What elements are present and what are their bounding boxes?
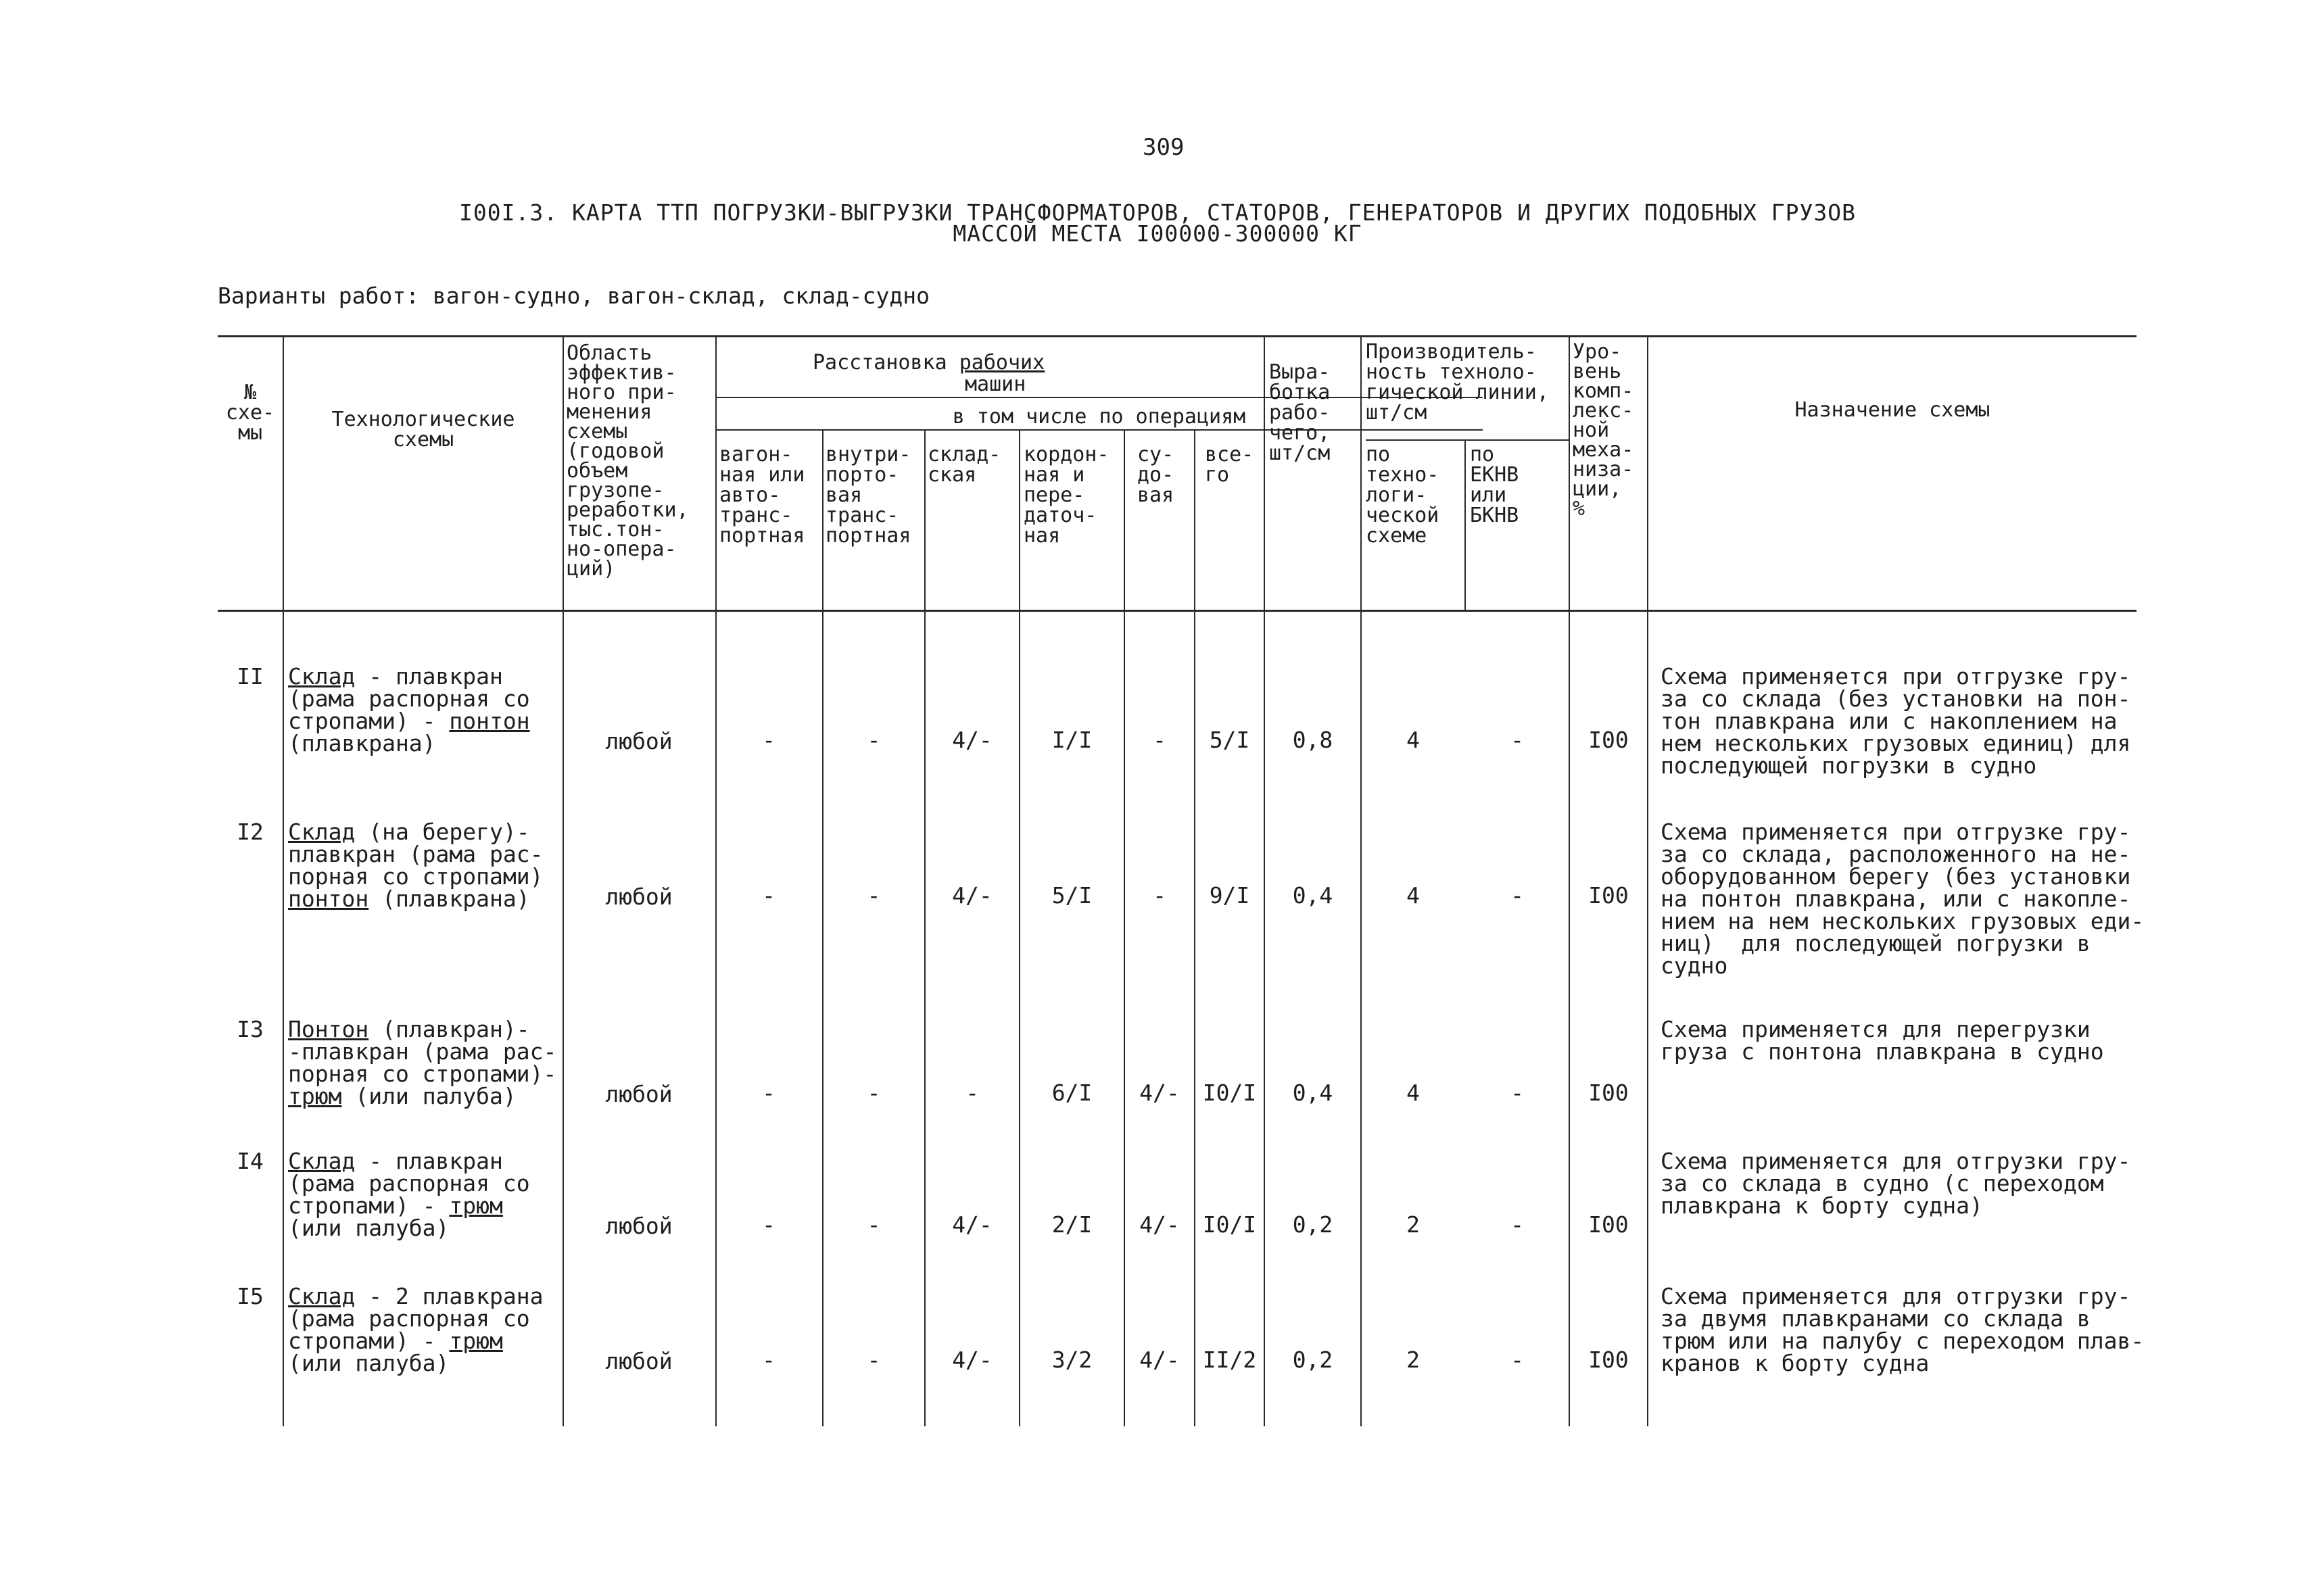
- header-effective-area: Область эффектив- ного при- менения схемы (годовой объем грузопе- реработки, тыс.тон- но-опера- ций): [567, 341, 689, 581]
- tech-scheme-text: порная со стропами): [288, 863, 544, 890]
- header-bottom-rule: [218, 610, 2137, 612]
- header-mechanization-level: Уро- вень комп- лекс- ной меха- низа- ции, %: [1573, 340, 1634, 521]
- tech-scheme-line: [288, 1217, 563, 1239]
- row-cordon: 3/2: [1051, 1347, 1093, 1373]
- col-rule: [1194, 429, 1195, 1426]
- row-effective-area: любой: [605, 1213, 673, 1239]
- row-output: 0,2: [1292, 1347, 1333, 1373]
- header-prod-by-ekhnv: по ЕКНВ или БКНВ: [1470, 443, 1519, 527]
- document-title-line2: МАССОЙ МЕСТА I00000-300000 КГ: [953, 220, 1362, 247]
- row-ship: -: [1153, 727, 1166, 753]
- row-cordon: I/I: [1051, 727, 1093, 753]
- header-scheme-purpose: Назначение схемы: [1794, 398, 1990, 422]
- row-scheme-number: I2: [237, 819, 264, 845]
- header-including-operations: в том числе по операциям: [952, 405, 1246, 429]
- tech-scheme-text: стропами) -: [288, 1328, 450, 1354]
- row-prod-scheme: 2: [1406, 1347, 1420, 1373]
- row-scheme-purpose: Схема применяется для отгрузки гру- за двумя плавкранами со склада в трюм или на палубу с переходом плав- кранов к борту судна: [1661, 1283, 2145, 1376]
- row-effective-area: любой: [605, 1081, 673, 1107]
- tech-scheme-text: стропами) -: [288, 708, 450, 734]
- header-prod-by-scheme: по техно- логи- ческой схеме: [1366, 443, 1439, 548]
- row-scheme-purpose: Схема применяется для перегрузки груза с понтона плавкрана в судно: [1661, 1016, 2104, 1065]
- row-scheme-purpose: Схема применяется для отгрузки гру- за со склада в судно (с переходом плавкрана к борту судна): [1661, 1148, 2131, 1219]
- row-tech-scheme: [288, 1150, 563, 1239]
- tech-scheme-underlined-term: понтон: [288, 886, 369, 912]
- header-warehouse: склад- ская: [928, 443, 1001, 487]
- row-ship: 4/-: [1139, 1211, 1180, 1238]
- row-prod-scheme: 4: [1406, 1080, 1420, 1106]
- row-warehouse: 4/-: [952, 882, 993, 909]
- row-prod-ekhnv: -: [1510, 1347, 1524, 1373]
- row-prod-ekhnv: -: [1510, 727, 1524, 753]
- tech-scheme-text: (плавкрана): [288, 730, 436, 756]
- tech-scheme-line: [288, 1040, 563, 1063]
- row-mech: I00: [1588, 1347, 1629, 1373]
- document-title-line1: I00I.3. КАРТА ТТП ПОГРУЗКИ-ВЫГРУЗКИ ТРАНСФОРМАТОРОВ, СТАТОРОВ, ГЕНЕРАТОРОВ И ДРУГИХ ПОДОБНЫХ ГРУЗОВ: [459, 199, 1856, 226]
- row-wagon: -: [762, 1211, 775, 1238]
- header-placement: [813, 353, 1218, 373]
- row-effective-area: любой: [605, 728, 673, 754]
- col-rule: [1464, 439, 1466, 610]
- tech-scheme-underlined-term: Склад: [288, 1283, 356, 1309]
- row-mech: I00: [1588, 727, 1629, 753]
- tech-scheme-underlined-term: Склад: [288, 1148, 356, 1174]
- tech-scheme-line: [288, 1307, 563, 1330]
- row-scheme-purpose: Схема применяется при отгрузке гру- за со склада, расположенного на не- оборудованном берегу (без установки на понтон плавкрана, или с накопле- нием на нем нескольких грузовых еди- ниц) для последующей погрузки в судно: [1661, 819, 2145, 979]
- header-inner-port: внутри- порто- вая транс- портная: [826, 443, 911, 548]
- row-effective-area: любой: [605, 884, 673, 910]
- tech-scheme-underlined-term: Склад: [288, 663, 356, 690]
- tech-scheme-text: - плавкран: [355, 663, 503, 690]
- row-warehouse: 4/-: [952, 1347, 993, 1373]
- header-tech-schemes: Технологические схемы: [331, 408, 515, 452]
- col-rule: [924, 429, 926, 1426]
- table-top-rule: [218, 335, 2137, 337]
- tech-scheme-line: [288, 821, 563, 843]
- col-rule: [1019, 429, 1020, 1426]
- row-mech: I00: [1588, 1080, 1629, 1106]
- tech-scheme-underlined-term: трюм: [449, 1328, 503, 1354]
- col-rule: [1264, 335, 1265, 1426]
- work-variants: Варианты работ: вагон-судно, вагон-склад, склад-судно: [218, 283, 930, 309]
- row-tech-scheme: [288, 665, 563, 754]
- tech-scheme-underlined-term: Понтон: [288, 1016, 369, 1042]
- col-rule: [1360, 335, 1362, 1426]
- header-cordon: кордон- ная и пере- даточ- ная: [1024, 443, 1109, 548]
- row-prod-scheme: 4: [1406, 727, 1420, 753]
- row-scheme-number: I4: [237, 1148, 264, 1174]
- tech-scheme-text: (плавкрана): [368, 886, 530, 912]
- row-total: I0/I: [1202, 1080, 1257, 1106]
- row-prod-ekhnv: -: [1510, 882, 1524, 909]
- col-rule: [283, 335, 284, 1426]
- tech-scheme-text: (или палуба): [288, 1215, 450, 1241]
- row-ship: 4/-: [1139, 1347, 1180, 1373]
- row-ship: 4/-: [1139, 1080, 1180, 1106]
- row-mech: I00: [1588, 882, 1629, 909]
- row-tech-scheme: [288, 1018, 563, 1107]
- row-cordon: 6/I: [1051, 1080, 1093, 1106]
- tech-scheme-text: - плавкран: [355, 1148, 503, 1174]
- row-warehouse: 4/-: [952, 1211, 993, 1238]
- header-ship: су- до- вая: [1137, 443, 1174, 507]
- row-scheme-number: I5: [237, 1283, 264, 1309]
- row-tech-scheme: [288, 821, 563, 910]
- row-mech: I00: [1588, 1211, 1629, 1238]
- tech-scheme-line: [288, 1330, 563, 1352]
- tech-scheme-line: [288, 687, 563, 710]
- header-productivity: Производитель- ность техноло- гической линии, шт/см: [1366, 340, 1549, 425]
- tech-scheme-line: [288, 1285, 563, 1307]
- row-total: II/2: [1202, 1347, 1257, 1373]
- row-tech-scheme: [288, 1285, 563, 1374]
- tech-scheme-text: (на берегу)-: [355, 819, 530, 845]
- tech-scheme-text: стропами) -: [288, 1192, 450, 1219]
- tech-scheme-line: [288, 663, 563, 690]
- header-scheme-number: № схе- мы: [225, 381, 275, 445]
- col-rule: [822, 429, 824, 1426]
- header-placement-prefix: Расстановка: [813, 351, 959, 374]
- productivity-divider: [1366, 439, 1569, 441]
- col-rule: [715, 335, 717, 1426]
- incl-ops-divider: [715, 429, 1483, 431]
- row-scheme-number: I3: [237, 1016, 264, 1042]
- row-wagon: -: [762, 1080, 775, 1106]
- tech-scheme-text: - 2 плавкрана: [355, 1283, 544, 1309]
- tech-scheme-underlined-term: трюм: [449, 1192, 503, 1219]
- row-wagon: -: [762, 882, 775, 909]
- row-total: 9/I: [1209, 882, 1250, 909]
- header-total: все- го: [1205, 443, 1254, 487]
- row-cordon: 2/I: [1051, 1211, 1093, 1238]
- col-rule: [1569, 335, 1570, 1426]
- tech-scheme-line: [288, 710, 563, 732]
- row-inner: -: [867, 1080, 881, 1106]
- tech-scheme-line: [288, 732, 563, 754]
- row-total: I0/I: [1202, 1211, 1257, 1238]
- tech-scheme-line: [288, 1018, 563, 1040]
- header-output: Выра- ботка рабо- чего, шт/см: [1269, 360, 1331, 465]
- row-effective-area: любой: [605, 1348, 673, 1374]
- tech-scheme-line: [288, 865, 563, 888]
- col-rule: [1647, 335, 1648, 1426]
- row-inner: -: [867, 1347, 881, 1373]
- row-ship: -: [1153, 882, 1166, 909]
- row-output: 0,2: [1292, 1211, 1333, 1238]
- row-output: 0,4: [1292, 1080, 1333, 1106]
- tech-scheme-line: [288, 843, 563, 865]
- row-inner: -: [867, 882, 881, 909]
- row-prod-scheme: 2: [1406, 1211, 1420, 1238]
- tech-scheme-text: (рама распорная со: [288, 685, 530, 712]
- tech-scheme-underlined-term: Склад: [288, 819, 356, 845]
- tech-scheme-underlined-term: трюм: [288, 1083, 342, 1109]
- tech-scheme-line: [288, 888, 563, 910]
- page-number: 309: [1143, 134, 1185, 161]
- tech-scheme-text: (рама распорная со: [288, 1305, 530, 1332]
- row-total: 5/I: [1209, 727, 1250, 753]
- header-wagon-auto: вагон- ная или авто- транс- портная: [719, 443, 805, 548]
- tech-scheme-text: (плавкран)-: [368, 1016, 530, 1042]
- header-placement-machines: машин: [965, 372, 1026, 396]
- row-output: 0,4: [1292, 882, 1333, 909]
- tech-scheme-line: [288, 1172, 563, 1194]
- row-cordon: 5/I: [1051, 882, 1093, 909]
- row-inner: -: [867, 1211, 881, 1238]
- tech-scheme-text: плавкран (рама рас-: [288, 841, 544, 867]
- row-prod-ekhnv: -: [1510, 1211, 1524, 1238]
- col-rule: [1124, 429, 1125, 1426]
- row-output: 0,8: [1292, 727, 1333, 753]
- row-inner: -: [867, 727, 881, 753]
- row-warehouse: -: [965, 1080, 979, 1106]
- row-wagon: -: [762, 1347, 775, 1373]
- tech-scheme-line: [288, 1150, 563, 1172]
- header-placement-underlined: рабочих: [959, 351, 1045, 374]
- col-rule: [563, 335, 564, 1426]
- tech-scheme-line: [288, 1063, 563, 1085]
- row-prod-ekhnv: -: [1510, 1080, 1524, 1106]
- tech-scheme-text: (или палуба): [341, 1083, 517, 1109]
- tech-scheme-text: -плавкран (рама рас-: [288, 1038, 557, 1065]
- tech-scheme-text: порная со стропами)-: [288, 1061, 557, 1087]
- tech-scheme-line: [288, 1194, 563, 1217]
- row-scheme-number: II: [237, 663, 264, 690]
- tech-scheme-underlined-term: понтон: [449, 708, 530, 734]
- tech-schemes-table: [218, 335, 2145, 1426]
- row-wagon: -: [762, 727, 775, 753]
- row-prod-scheme: 4: [1406, 882, 1420, 909]
- tech-scheme-text: (или палуба): [288, 1350, 450, 1376]
- tech-scheme-text: (рама распорная со: [288, 1170, 530, 1196]
- row-warehouse: 4/-: [952, 727, 993, 753]
- tech-scheme-line: [288, 1085, 563, 1107]
- tech-scheme-line: [288, 1352, 563, 1374]
- row-scheme-purpose: Схема применяется при отгрузке гру- за со склада (без установки на пон- тон плавкрана или с накоплением на нем нескольких грузовых единиц) для последующей погрузки в судно: [1661, 663, 2131, 779]
